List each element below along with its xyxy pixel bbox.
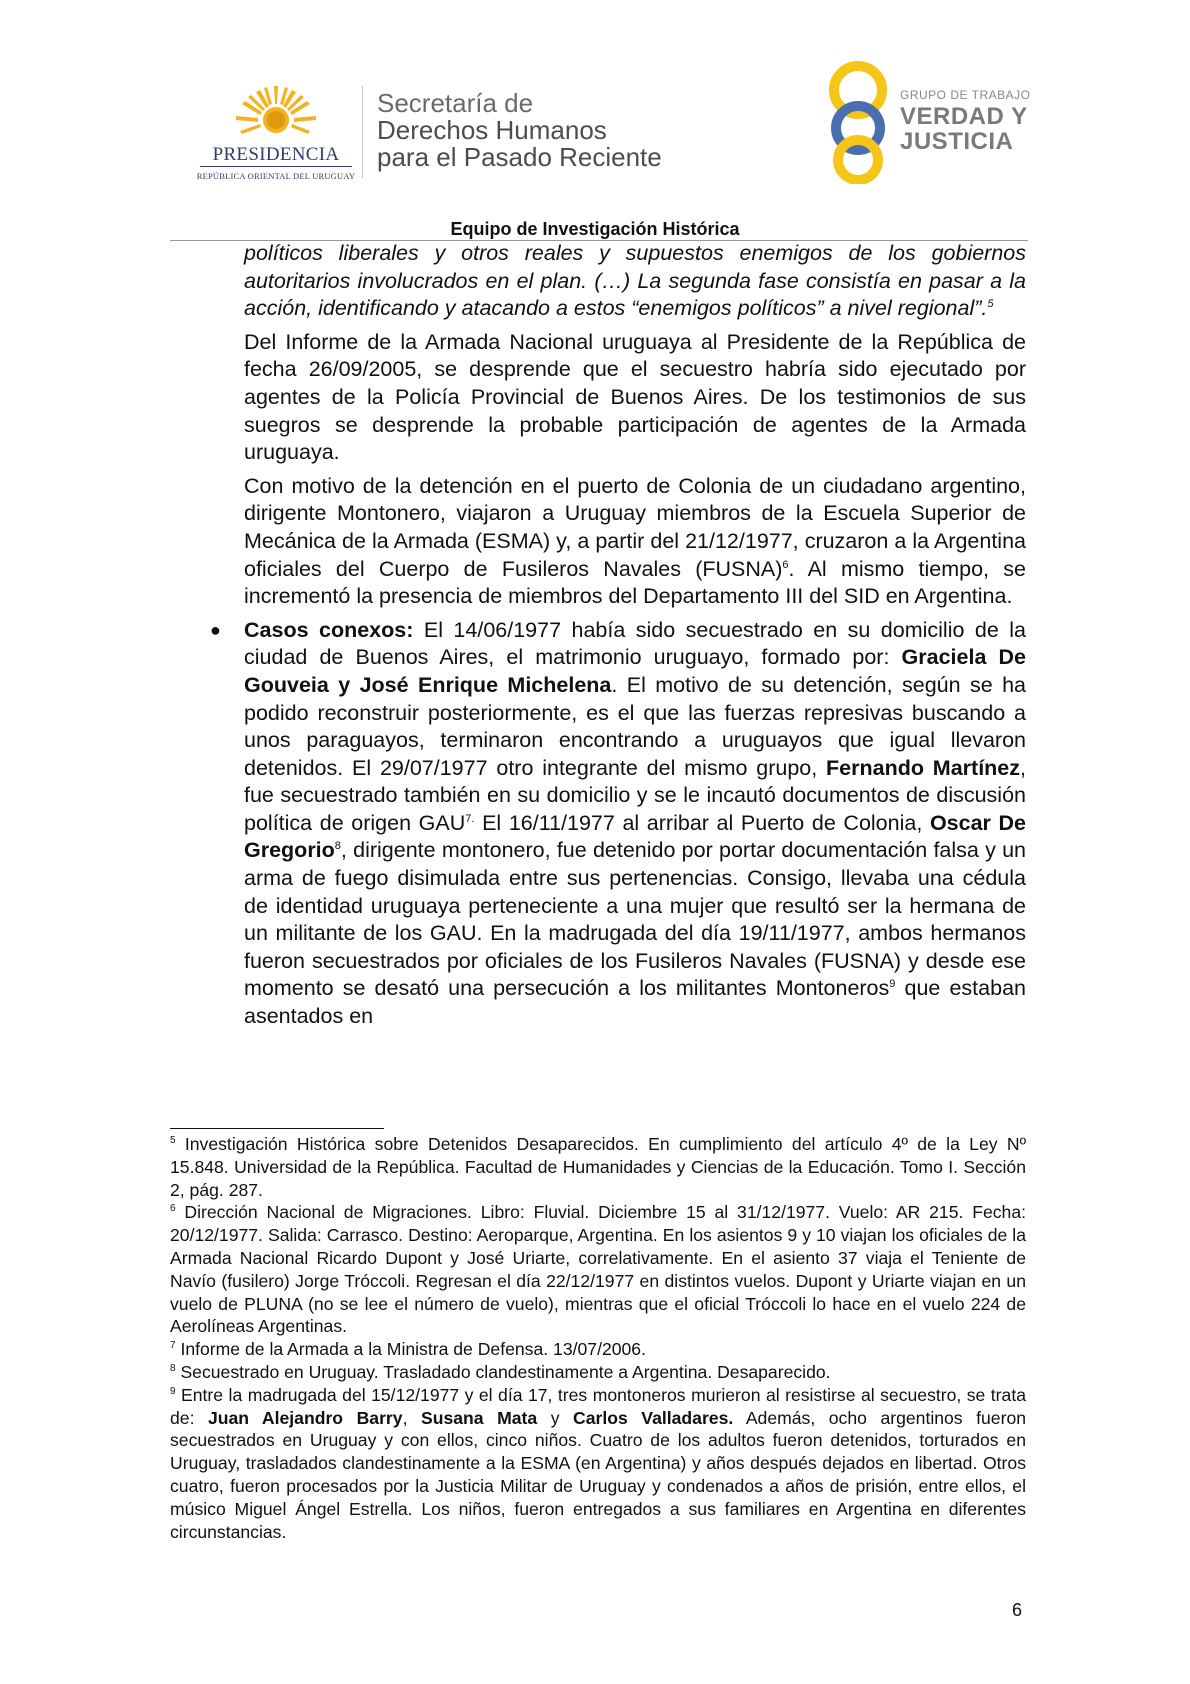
related-cases-paragraph <box>244 617 1026 1031</box>
footnote-9-text-1: Entre la madrugada del 15/12/1977 y el día 17, tres montoneros murieron al resistirse al secuestro, se trata de: <box>170 1384 1026 1428</box>
footnote-ref-5: 5 <box>987 298 994 311</box>
footnote-9-text-2: , <box>402 1407 421 1428</box>
secretaria-wordmark <box>377 90 737 171</box>
footnote-5-number: 5 <box>170 1135 176 1147</box>
colonia-text-a: Con motivo de la detención en el puerto de Colonia de un ciudadano argentino, dirigente Montonero, viajaron a Uruguay miembros de la Escuela Superior de Mecánica de la Armada (ESMA) y, a partir del 21/12/1977, cruzaron a la Argentina oficiales del Cuerpo de Fusileros Navales (FUSNA) <box>244 473 1026 581</box>
presidencia-wordmark: PRESIDENCIA <box>212 144 340 165</box>
related-cases-text-4: El 16/11/1977 al arribar al Puerto de Colonia, <box>474 810 930 835</box>
armada-report-paragraph: Del Informe de la Armada Nacional uruguaya al Presidente de la República de fecha 26/09/2005, se desprende que el secuestro habría sido ejecutado por agentes de la Policía Provincial de Buenos Aires. De los testimonios de sus suegros se desprende la probable participación de agentes de la Armada uruguaya. <box>244 329 1026 465</box>
secretaria-line-3: para el Pasado Reciente <box>377 142 662 172</box>
secretaria-line-2: Derechos Humanos <box>377 115 607 145</box>
verdad-justicia-logo <box>818 56 1038 184</box>
footnote-5-text: Investigación Histórica sobre Detenidos Desaparecidos. En cumplimiento del artículo 4º de la Ley Nº 15.848. Universidad de la República. Facultad de Humanidades y Ciencias de la Educación. Tomo I. Sección 2, pág. 287. <box>170 1134 1026 1200</box>
footnote-ref-9: 9 <box>889 978 896 991</box>
related-cases-text-1: El 14/06/1977 había sido secuestrado en su domicilio de la ciudad de Buenos Aires, el matrimonio uruguayo, formado por: <box>244 617 1026 670</box>
verdad-label: VERDAD Y <box>900 103 1028 130</box>
footnote-8-number: 8 <box>170 1363 176 1375</box>
quote-text: políticos liberales y otros reales y supuestos enemigos de los gobiernos autoritarios involucrados en el plan. (…) La segunda fase consistía en pasar a la acción, identificando y atacando a estos “enemigos políticos” a nivel regional”. <box>244 241 1026 321</box>
footnotes <box>170 1133 1026 1543</box>
footnote-ref-6: 6 <box>782 558 789 571</box>
related-cases-text-3: , fue secuestrado también en su domicilio y se le incautó documentos de discusión política de origen GAU <box>244 755 1026 835</box>
footnote-8-text: Secuestrado en Uruguay. Trasladado clandestinamente a Argentina. Desaparecido. <box>175 1361 831 1382</box>
footnote-7 <box>170 1338 1026 1361</box>
page-header <box>0 0 1190 239</box>
page-number: 6 <box>1012 1600 1023 1620</box>
footnote-separator <box>170 1128 384 1129</box>
footnote-7-number: 7 <box>170 1340 176 1352</box>
main-text <box>210 240 1027 1037</box>
colonia-paragraph <box>244 473 1026 611</box>
footnote-9-number: 9 <box>170 1385 176 1397</box>
footnote-8 <box>170 1361 1026 1384</box>
name-susana-mata: Susana Mata <box>420 1407 538 1428</box>
footnote-9-text-3: y <box>537 1407 574 1428</box>
interlocking-rings-icon <box>818 56 898 184</box>
secretaria-line-1: Secretaría de <box>377 88 534 118</box>
team-title: Equipo de Investigación Histórica <box>450 219 740 239</box>
footnote-5 <box>170 1133 1026 1201</box>
presidencia-divider <box>200 166 352 167</box>
footnote-ref-7: 7. <box>465 812 475 825</box>
footnote-6 <box>170 1201 1026 1338</box>
name-gouveia-michelena: Graciela De Gouveia y José Enrique Michelena <box>244 645 1026 697</box>
footnote-6-number: 6 <box>170 1203 176 1215</box>
logo-separator <box>362 86 363 178</box>
name-juan-alejandro-barry: Juan Alejandro Barry <box>207 1407 403 1428</box>
presidencia-logo <box>196 82 356 182</box>
sun-emblem-icon <box>234 82 318 142</box>
bullet-icon: ● <box>210 619 221 640</box>
related-cases-item <box>210 617 1027 1031</box>
related-cases-text-2: . El motivo de su detención, según se ha podido reconstruir posteriormente, es el que las fuerzas represivas buscando a unos paraguayos, terminaron encontrando a uruguayos que igual llevaron detenidos. El 29/07/1977 otro integrante del mismo grupo, <box>244 672 1026 780</box>
grupo-trabajo-label: GRUPO DE TRABAJO <box>900 88 1031 102</box>
colonia-text-b: . Al mismo tiempo, se incrementó la presencia de miembros del Departamento III del SID en Argentina. <box>244 556 1026 609</box>
name-carlos-valladares: Carlos Valladares. <box>573 1407 734 1428</box>
related-cases-text-6: que estaban asentados en <box>244 976 1026 1029</box>
related-cases-text-5: , dirigente montonero, fue detenido por portar documentación falsa y un arma de fuego disimulada entre sus pertenencias. Consigo, llevaba una cédula de identidad uruguaya perteneciente a una mujer que resultó ser la hermana de un militante de los GAU. En la madrugada del día 19/11/1977, ambos hermanos fueron secuestrados por oficiales de los Fusileros Navales (FUSNA) y desde ese momento se desató una persecución a los militantes Montoneros <box>244 838 1026 1001</box>
footnote-6-text: Dirección Nacional de Migraciones. Libro: Fluvial. Diciembre 15 al 31/12/1977. Vuelo: AR 215. Fecha: 20/12/1977. Salida: Carrasco. Destino: Aeroparque, Argentina. En los asientos 9 y 10 viajan los oficiales de la Armada Nacional Ricardo Dupont y José Uriarte, correlativamente. En el asiento 37 viaja el Teniente de Navío (fusilero) Jorge Tróccoli. Regresan el día 22/12/1977 en distintos vuelos. Dupont y Uriarte viajan en un vuelo de PLUNA (no se lee el número de vuelo), mientras que el oficial Tróccoli lo hace en el vuelo 224 de Aerolíneas Argentinas. <box>170 1202 1026 1337</box>
footnote-ref-8: 8 <box>334 840 341 853</box>
related-cases-label: Casos conexos: <box>244 617 414 642</box>
footnote-9 <box>170 1384 1026 1544</box>
footnote-7-text: Informe de la Armada a la Ministra de Defensa. 13/07/2006. <box>175 1339 646 1360</box>
name-fernando-martinez: Fernando Martínez <box>826 755 1021 780</box>
presidencia-subtitle: REPÚBLICA ORIENTAL DEL URUGUAY <box>196 171 356 181</box>
name-oscar-de-gregorio: Oscar De Gregorio <box>244 810 1027 863</box>
footnote-9-text-4: Además, ocho argentinos fueron secuestrados en Uruguay y con ellos, cinco niños. Cuatro de los adultos fueron detenidos, torturados en Uruguay, trasladados clandestinamente a la ESMA (en Argentina) y años después dejados en libertad. Otros cuatro, fueron procesados por la Justicia Militar de Uruguay y condenados a años de prisión, entre ellos, el músico Miguel Ángel Estrella. Los niños, fueron entregados a sus familiares en Argentina en diferentes circunstancias. <box>170 1407 1027 1542</box>
justicia-label: JUSTICIA <box>900 128 1014 155</box>
quote-paragraph <box>244 240 1026 323</box>
